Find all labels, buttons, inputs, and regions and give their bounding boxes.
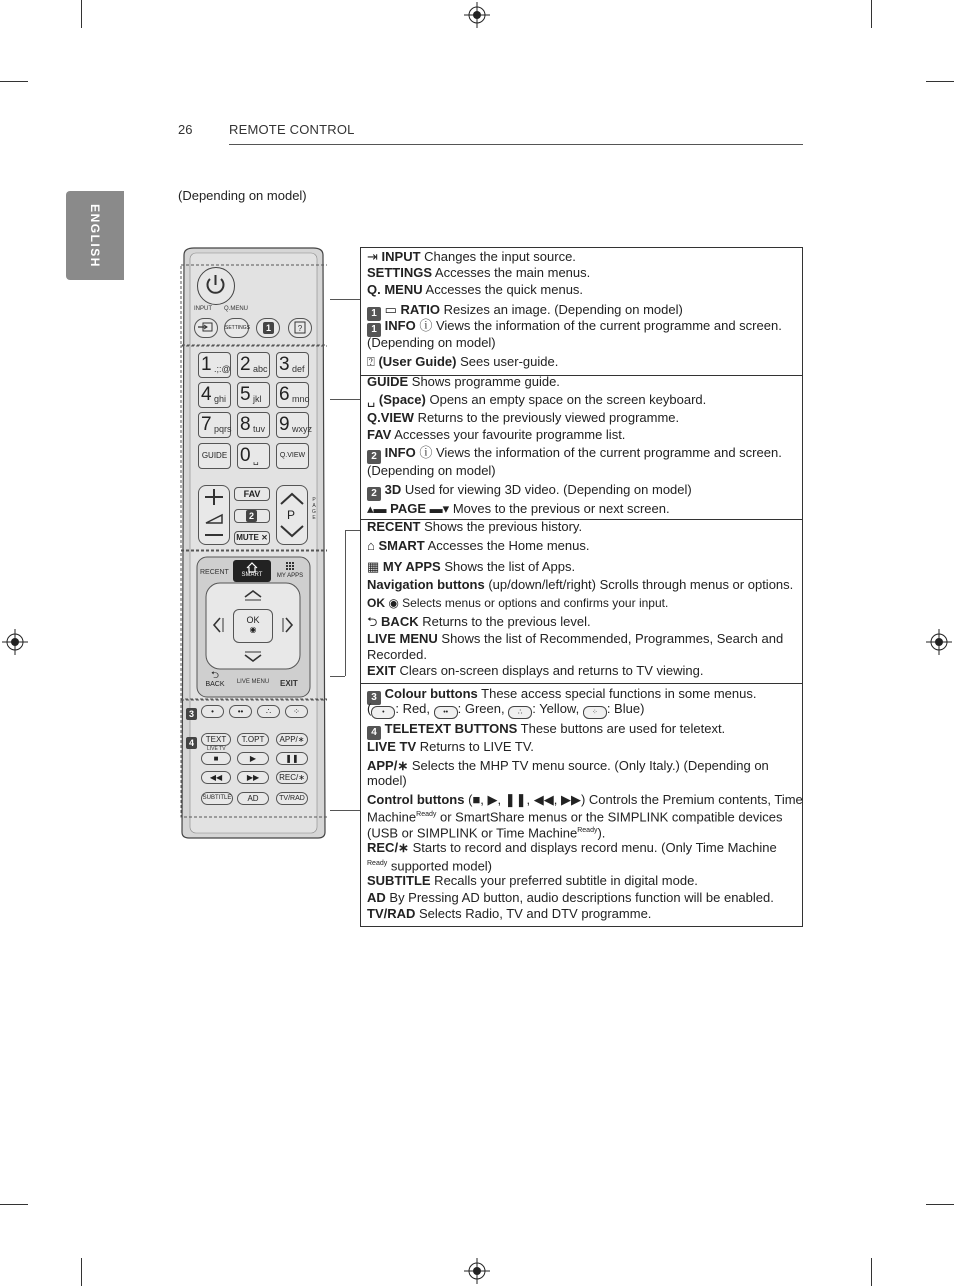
crop-mark (926, 1204, 954, 1205)
number-button-3[interactable] (276, 352, 309, 378)
3d-badge: 2 (246, 510, 257, 522)
exit-button[interactable]: EXIT (280, 679, 298, 688)
fav-button-label: FAV (243, 489, 261, 499)
program-rocker[interactable] (276, 485, 308, 545)
crop-mark (871, 1258, 872, 1286)
subtitle-button[interactable] (201, 792, 233, 805)
function-table (360, 247, 803, 927)
number-letters: tuv (253, 424, 266, 434)
row-info2-cont: (Depending on model) (367, 463, 496, 478)
language-tab (66, 191, 124, 280)
space-icon: ␣ (367, 392, 376, 407)
number-letters: mno (292, 394, 310, 404)
rec-button-label: REC/∗ (279, 773, 305, 782)
question-icon: ⍰ (367, 354, 375, 369)
number-digit: 7 (201, 414, 212, 435)
ok-button-label: OK (246, 615, 260, 625)
fav-button[interactable] (234, 487, 270, 501)
number-letters: pqrs (214, 424, 232, 434)
question-icon (289, 319, 311, 337)
yellow-button[interactable]: ∴ (257, 705, 280, 718)
row-ok: OK ◉ Selects menus or options and confirms your input. (367, 596, 669, 610)
page-number: 26 (178, 122, 193, 137)
crop-mark (0, 81, 28, 82)
row-smart: ⌂ SMART Accesses the Home menus. (367, 538, 590, 553)
row-page: ▴▬ PAGE ▬▾ Moves to the previous or next screen. (367, 501, 670, 516)
settings-button[interactable] (224, 318, 249, 338)
model-note: (Depending on model) (178, 188, 307, 203)
number-button-7[interactable] (198, 412, 231, 438)
leader-line (345, 530, 360, 531)
app-button-label: APP/∗ (279, 735, 305, 744)
red-key-icon: • (371, 706, 395, 719)
qview-button[interactable] (276, 443, 309, 469)
section-power-input (361, 248, 802, 376)
volume-icon (199, 486, 229, 544)
section-badge-4: 4 (186, 737, 197, 749)
number-letters: abc (253, 364, 268, 374)
topt-button-label: T.OPT (241, 735, 265, 744)
row-control: Control buttons (■, ▶, ❚❚, ◀◀, ▶▶) Controls the Premium contents, Time (367, 792, 803, 807)
number-button-9[interactable] (276, 412, 312, 438)
crop-mark (871, 0, 872, 28)
ratio-icon: ▭ (384, 302, 397, 317)
info-icon: ⓘ (419, 445, 433, 460)
row-nav: Navigation buttons (up/down/left/right) Scrolls through menus or options. (367, 577, 794, 592)
leader-line (330, 299, 360, 300)
livemenu-button[interactable]: LIVE MENU (236, 679, 270, 685)
registration-mark-icon (924, 627, 954, 657)
row-control-cont2: (USB or SIMPLINK or Time Machine$^{Ready}$). (367, 825, 606, 841)
svg-text:?: ? (297, 324, 303, 333)
language-tab-label: ENGLISH (88, 203, 102, 268)
input-icon (195, 319, 217, 337)
crop-mark (0, 1204, 28, 1205)
row-back: ⮌ BACK Returns to the previous level. (367, 614, 591, 629)
row-user-guide: ⍰ (User Guide) Sees user-guide. (367, 354, 559, 369)
number-button-6[interactable] (276, 382, 309, 408)
row-3d: 2 3D Used for viewing 3D video. (Depending on model) (367, 482, 692, 501)
number-button-8[interactable] (237, 412, 270, 438)
row-guide: GUIDE Shows programme guide. (367, 374, 560, 389)
row-ratio: 1 ▭ RATIO Resizes an image. (Depending on model) (367, 302, 683, 321)
crop-mark (81, 0, 82, 28)
number-button-1[interactable] (198, 352, 231, 378)
green-key-icon: •• (434, 706, 458, 719)
power-button[interactable] (197, 267, 235, 305)
number-digit: 8 (240, 414, 251, 435)
back-icon: ⮌ (367, 614, 378, 629)
program-label: P (287, 508, 296, 522)
number-digit: 2 (240, 354, 251, 375)
control-icons: (■, ▶, ❚❚, ◀◀, ▶▶) (468, 792, 586, 807)
play-button[interactable]: ▶ (237, 752, 269, 765)
crop-mark (81, 1258, 82, 1286)
apps-grid-icon (275, 561, 305, 573)
home-icon: ⌂ (367, 538, 375, 553)
row-livemenu-cont: Recorded. (367, 647, 427, 662)
text-button[interactable] (201, 733, 231, 746)
row-rec-cont: $^{Ready}$ supported model) (367, 858, 493, 874)
number-digit: 4 (201, 384, 212, 405)
3d-button[interactable] (234, 509, 270, 523)
section-colour-teletext (361, 684, 802, 928)
tvrad-button-label: TV/RAD (279, 795, 305, 802)
row-app: APP/∗ Selects the MHP TV menu source. (Only Italy.) (Depending on (367, 758, 769, 773)
number-digit: 1 (201, 354, 212, 375)
row-info-cont: (Depending on model) (367, 335, 496, 350)
settings-button-label: SETTINGS (225, 325, 251, 331)
mute-button[interactable]: MUTE ⨯ (234, 531, 270, 545)
leader-line (345, 530, 346, 676)
yellow-key-icon: ∴ (508, 706, 532, 719)
user-guide-button[interactable] (288, 318, 312, 338)
row-livetv: LIVE TV Returns to LIVE TV. (367, 739, 534, 754)
number-letters: .;:@ (214, 364, 231, 374)
rec-button[interactable] (276, 771, 308, 784)
row-input: ⇥ INPUT Changes the input source. (367, 249, 576, 264)
registration-mark-icon (462, 1256, 492, 1286)
tvrad-button[interactable] (276, 792, 308, 805)
input-button[interactable] (194, 318, 218, 338)
qview-button-label: Q.VIEW (279, 452, 306, 459)
app-button[interactable] (276, 733, 308, 746)
number-letters: ghi (214, 394, 227, 404)
mute-button-label: MUTE (236, 533, 259, 542)
page-label: PAGE (312, 497, 316, 521)
input-icon: ⇥ (367, 249, 378, 264)
number-letters: def (292, 364, 305, 374)
crop-mark (926, 81, 954, 82)
qmenu-label: Q.MENU (224, 306, 248, 312)
fastforward-button[interactable]: ▶▶ (237, 771, 269, 784)
guide-button[interactable] (198, 443, 231, 469)
blue-key-icon: ⁘ (583, 706, 607, 719)
volume-rocker[interactable] (198, 485, 230, 545)
space-icon: ␣ (253, 455, 259, 465)
smart-button[interactable] (233, 560, 271, 582)
power-icon (198, 268, 233, 303)
page-up-icon: ▴▬ (367, 501, 387, 516)
section-navigation (361, 520, 802, 684)
row-livemenu: LIVE MENU Shows the list of Recommended, Programmes, Search and (367, 631, 784, 646)
smart-button-label: SMART (241, 572, 263, 578)
row-fav: FAV Accesses your favourite programme list. (367, 427, 626, 442)
row-teletext: 4 TELETEXT BUTTONS These buttons are used for teletext. (367, 721, 725, 740)
back-button[interactable] (200, 671, 230, 691)
stop-button[interactable]: ■ (201, 752, 231, 765)
number-button-2[interactable] (237, 352, 270, 378)
number-letters: jkl (253, 394, 262, 404)
section-badge-3: 3 (186, 708, 197, 720)
number-digit: 9 (279, 414, 290, 435)
leader-line (330, 676, 345, 677)
blue-button[interactable]: ⁘ (285, 705, 308, 718)
number-letters: wxyz (292, 424, 312, 434)
row-qmenu: Q. MENU Accesses the quick menus. (367, 282, 584, 297)
ad-button-label: AD (247, 794, 259, 803)
ok-dot-icon: ◉ (388, 596, 399, 610)
row-rec: REC/∗ Starts to record and displays record menu. (Only Time Machine (367, 840, 777, 855)
pause-button[interactable]: ❚❚ (276, 752, 308, 765)
green-button[interactable]: •• (229, 705, 252, 718)
topt-button[interactable] (237, 733, 269, 746)
number-button-4[interactable] (198, 382, 231, 408)
number-button-0[interactable] (237, 443, 270, 469)
header-rule (229, 144, 803, 145)
input-label: INPUT (194, 306, 212, 312)
row-subtitle: SUBTITLE Recalls your preferred subtitle in digital mode. (367, 873, 698, 888)
ok-button[interactable] (233, 609, 273, 643)
row-tvrad: TV/RAD Selects Radio, TV and DTV programme. (367, 906, 652, 921)
ratio-button[interactable] (256, 318, 280, 338)
ad-button[interactable] (237, 792, 269, 805)
livetv-label: LIVE TV (207, 746, 226, 752)
remote-control-illustration (180, 247, 327, 839)
myapps-button[interactable] (275, 560, 305, 582)
rewind-button[interactable]: ◀◀ (201, 771, 231, 784)
page-down-icon: ▬▾ (429, 501, 450, 516)
leader-line (330, 810, 360, 811)
myapps-button-label: MY APPS (276, 573, 304, 579)
ok-dot-icon: ◉ (249, 625, 257, 634)
subtitle-button-label: SUBTITLE (202, 795, 232, 801)
text-button-label: TEXT (205, 735, 227, 744)
number-digit: 3 (279, 354, 290, 375)
number-digit: 6 (279, 384, 290, 405)
number-digit: 0 (240, 445, 251, 466)
ratio-badge: 1 (263, 322, 274, 334)
registration-mark-icon (0, 627, 30, 657)
row-settings: SETTINGS Accesses the main menus. (367, 265, 591, 280)
guide-button-label: GUIDE (201, 451, 228, 460)
row-app-cont: model) (367, 773, 407, 788)
row-info2: 2 INFO ⓘ Views the information of the current programme and screen. (367, 445, 782, 464)
apps-grid-icon: ▦ (367, 559, 380, 574)
red-button[interactable]: • (201, 705, 224, 718)
row-recent: RECENT Shows the previous history. (367, 519, 583, 534)
row-myapps: ▦ MY APPS Shows the list of Apps. (367, 559, 576, 574)
row-ad: AD By Pressing AD button, audio descriptions function will be enabled. (367, 890, 774, 905)
back-icon: ⮌ (210, 670, 219, 681)
row-info: 1 INFO ⓘ Views the information of the current programme and screen. (367, 318, 782, 337)
number-digit: 5 (240, 384, 251, 405)
page-title: REMOTE CONTROL (229, 122, 355, 137)
row-exit: EXIT Clears on-screen displays and returns to TV viewing. (367, 663, 704, 678)
recent-button[interactable]: RECENT (200, 569, 229, 576)
row-qview: Q.VIEW Returns to the previously viewed programme. (367, 410, 680, 425)
number-button-5[interactable] (237, 382, 270, 408)
leader-line (330, 399, 360, 400)
row-space: ␣ (Space) Opens an empty space on the screen keyboard. (367, 392, 707, 407)
row-colour-list: ( • : Red, •• : Green, ∴ : Yellow, ⁘ : Blue) (367, 701, 644, 719)
section-numpad (361, 376, 802, 520)
row-colour: 3 Colour buttons These access special functions in some menus. (367, 686, 756, 705)
info-icon: ⓘ (419, 318, 433, 333)
registration-mark-icon (462, 0, 492, 30)
back-button-label: BACK (205, 681, 225, 688)
row-control-cont: Machine$^{Ready}$ or SmartShare menus or the SIMPLINK compatible devices (367, 809, 783, 825)
